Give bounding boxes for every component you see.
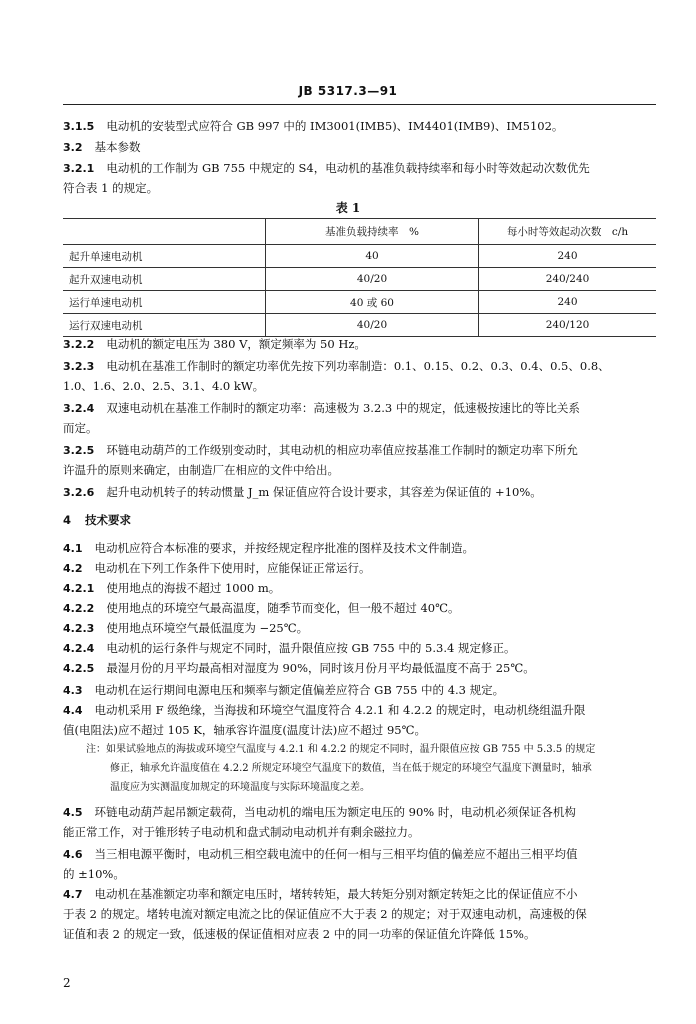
table-row	[63, 245, 656, 268]
clause-3-2-5	[63, 440, 656, 461]
clause-number: 4.2	[63, 562, 83, 575]
clause-text: 最湿月份的月平均最高相对湿度为 90%，同时该月份月平均最低温度不高于 25℃。	[106, 661, 535, 675]
clause-3-2-4	[63, 398, 656, 419]
table-header-cell: 每小时等效起动次数 c/h	[479, 219, 657, 245]
table-cell: 40/20	[266, 314, 479, 337]
clause-3-2-1	[63, 158, 656, 179]
clause-text: 电动机的额定电压为 380 V，额定频率为 50 Hz。	[106, 337, 366, 351]
clause-number: 4.3	[63, 684, 83, 697]
clause-text: 电动机的运行条件与规定不同时，温升限值应按 GB 755 中的 5.3.4 规定修正。	[106, 641, 516, 655]
table-header-row	[63, 219, 656, 245]
clause-text: 电动机的工作制为 GB 755 中规定的 S4，电动机的基准负载持续率和每小时等效起动次数优先	[106, 161, 590, 175]
note-line: 温度应为实测温度加规定的环境温度与实际环境温度之差。	[110, 782, 370, 793]
clause-text: 双速电动机在基准工作制时的额定功率：高速极为 3.2.3 中的规定，低速极按速比的等比关系	[106, 401, 580, 415]
clause-3-2-2	[63, 334, 656, 355]
header-rule	[63, 104, 656, 105]
section-number: 4	[63, 513, 72, 527]
clause-4-4-cont: 值(电阻法)应不超过 105 K，轴承容许温度(温度计法)应不超过 95℃。	[63, 723, 426, 737]
clause-text: 电动机在下列工作条件下使用时，应能保证正常运行。	[94, 561, 371, 575]
clause-text: 基本参数	[94, 140, 141, 154]
clause-4-3	[63, 680, 656, 701]
clause-text: 当三相电源平衡时，电动机三相空载电流中的任何一相与三相平均值的偏差应不超出三相平均值	[94, 847, 578, 861]
clause-text: 电动机应符合本标准的要求，并按经规定程序批准的图样及技术文件制造。	[94, 541, 474, 555]
clause-4-2-2	[63, 598, 656, 619]
note-line: 修正，轴承允许温度值在 4.2.2 所规定环境空气温度下的数值，当在低于规定的环境空气温度下测量时，轴承	[110, 763, 592, 774]
clause-text: 起升电动机转子的转动惯量 J_m 保证值应符合设计要求，其容差为保证值的 +10%。	[106, 485, 542, 499]
standard-header: JB 5317.3—91	[298, 84, 398, 98]
table-cell: 40/20	[266, 268, 479, 291]
clause-number: 3.2.2	[63, 338, 95, 351]
clause-4-7-cont: 于表 2 的规定。堵转电流对额定电流之比的保证值应不大于表 2 的规定；对于双速电动机，高速极的保	[63, 907, 587, 921]
clause-number: 4.4	[63, 704, 83, 717]
clause-text: 电动机在基准工作制时的额定功率优先按下列功率制造：0.1、0.15、0.2、0.3、0.4、0.5、0.8、	[106, 359, 610, 373]
clause-4-2-4	[63, 638, 656, 659]
table-row	[63, 268, 656, 291]
clause-3-2-3-cont: 1.0、1.6、2.0、2.5、3.1、4.0 kW。	[63, 379, 265, 393]
table-cell: 240	[479, 291, 657, 314]
note-line: 注：如果试验地点的海拔或环境空气温度与 4.2.1 和 4.2.2 的规定不同时，温升限值应按 GB 755 中 5.3.5 的规定	[86, 744, 596, 755]
table-cell: 运行双速电动机	[63, 314, 266, 337]
clause-number: 4.7	[63, 888, 83, 901]
table-cell: 40	[266, 245, 479, 268]
clause-3-2-6	[63, 482, 656, 503]
clause-3-2	[63, 137, 656, 158]
clause-text: 环链电动葫芦的工作级别变动时，其电动机的相应功率值应按基准工作制时的额定功率下所允	[106, 443, 578, 457]
clause-number: 3.2.3	[63, 360, 95, 373]
clause-3-2-3	[63, 356, 656, 377]
clause-number: 4.6	[63, 848, 83, 861]
clause-number: 4.2.1	[63, 582, 95, 595]
clause-text: 使用地点环境空气最低温度为 −25℃。	[106, 621, 309, 635]
clause-number: 3.2.6	[63, 486, 95, 499]
section-title: 技术要求	[85, 513, 132, 527]
clause-number: 4.1	[63, 542, 83, 555]
clause-text: 环链电动葫芦起吊额定载荷，当电动机的端电压为额定电压的 90% 时，电动机必须保证各机构	[94, 805, 576, 819]
table-cell: 起升双速电动机	[63, 268, 266, 291]
clause-4-5	[63, 802, 656, 823]
clause-4-4	[63, 700, 656, 721]
clause-number: 3.2.1	[63, 162, 95, 175]
clause-text: 电动机在运行期间电源电压和频率与额定值偏差应符合 GB 755 中的 4.3 规定。	[94, 683, 505, 697]
clause-text: 电动机采用 F 级绝缘，当海拔和环境空气温度符合 4.2.1 和 4.2.2 的规定时，电动机绕组温升限	[94, 703, 586, 717]
clause-number: 3.2.4	[63, 402, 95, 415]
table-cell: 240/240	[479, 268, 657, 291]
clause-text: 使用地点的环境空气最高温度，随季节而变化，但一般不超过 40℃。	[106, 601, 460, 615]
clause-4-2	[63, 558, 656, 579]
table-header-cell: 基准负载持续率 %	[266, 219, 479, 245]
clause-4-6-cont: 的 ±10%。	[63, 867, 125, 881]
clause-3-1-5	[63, 116, 656, 137]
clause-4-7-cont: 证值和表 2 的规定一致，低速极的保证值相对应表 2 中的同一功率的保证值允许降低 15%。	[63, 927, 536, 941]
table-cell: 240	[479, 245, 657, 268]
clause-4-6	[63, 844, 656, 865]
clause-number: 3.1.5	[63, 120, 95, 133]
clause-4-1	[63, 538, 656, 559]
clause-3-2-1-cont: 符合表 1 的规定。	[63, 181, 159, 195]
clause-number: 4.5	[63, 806, 83, 819]
clause-number: 4.2.2	[63, 602, 95, 615]
clause-4-2-1	[63, 578, 656, 599]
clause-number: 3.2	[63, 141, 83, 154]
clause-4-2-3	[63, 618, 656, 639]
table-cell: 240/120	[479, 314, 657, 337]
table-cell: 起升单速电动机	[63, 245, 266, 268]
table-1-caption: 表 1	[335, 201, 361, 215]
table-header-cell	[63, 219, 266, 245]
clause-text: 电动机的安装型式应符合 GB 997 中的 IM3001(IMB5)、IM4401(IMB9)、IM5102。	[106, 119, 564, 133]
table-row	[63, 291, 656, 314]
table-1	[63, 218, 656, 337]
clause-text: 电动机在基准额定功率和额定电压时，堵转转矩，最大转矩分别对额定转矩之比的保证值应不小	[94, 887, 578, 901]
clause-number: 4.2.3	[63, 622, 95, 635]
clause-4-2-5	[63, 658, 656, 679]
clause-number: 3.2.5	[63, 444, 95, 457]
clause-4-5-cont: 能正常工作，对于锥形转子电动机和盘式制动电动机并有剩余磁拉力。	[63, 825, 420, 839]
clause-4-7	[63, 884, 656, 905]
clause-text: 使用地点的海拔不超过 1000 m。	[106, 581, 281, 595]
table-cell: 运行单速电动机	[63, 291, 266, 314]
table-cell: 40 或 60	[266, 291, 479, 314]
clause-number: 4.2.4	[63, 642, 95, 655]
clause-3-2-4-cont: 而定。	[63, 421, 98, 435]
page-number: 2	[63, 976, 71, 990]
section-4-heading	[63, 512, 131, 528]
clause-3-2-5-cont: 许温升的原则来确定，由制造厂在相应的文件中给出。	[63, 463, 339, 477]
clause-number: 4.2.5	[63, 662, 95, 675]
